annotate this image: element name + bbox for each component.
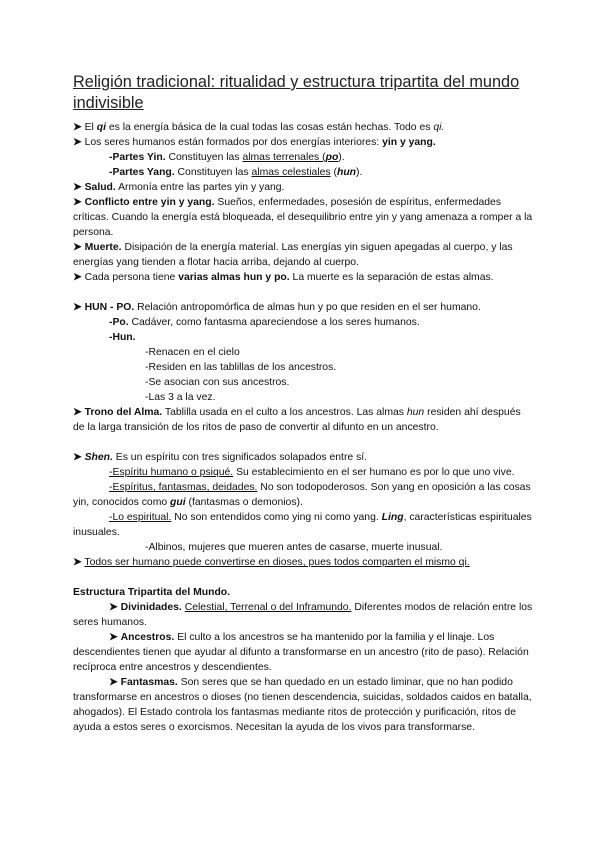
bullet-arrow-icon: ➤ <box>73 122 82 133</box>
document-body <box>73 120 533 735</box>
item-espiritu-humano: -Espíritu humano o psiqué. Su establecimiento en el ser humano es por lo que uno vive. <box>109 467 515 478</box>
paragraph-divinidades: ➤ Divinidades. Celestial, Terrenal o del Inframundo. Diferentes modos de relación entre los seres humanos. <box>73 602 533 628</box>
hun-list-item: -Residen en las tablillas de los ancestros. <box>145 362 337 373</box>
paragraph-salud: ➤ Salud. Armonía entre las partes yin y yang. <box>73 182 285 193</box>
paragraph-fantasmas: ➤ Fantasmas. Son seres que se han quedado en un estado liminar, que no han podido transformarse en ancestros o dioses (no tienen descendencia, suicidas, soldados caidos en batalla, ahogados). El Estado controla los fantasmas mediante ritos de protección y purificación, ritos de ayuda a estos seres o exorcismos. Necesitan la ayuda de los vivos para transformarse. <box>73 677 532 733</box>
bullet-arrow-icon: ➤ <box>109 632 118 643</box>
hun-list-item: -Se asocian con sus ancestros. <box>145 377 290 388</box>
section-heading: Estructura Tripartita del Mundo. <box>73 587 231 598</box>
bullet-arrow-icon: ➤ <box>73 137 82 148</box>
paragraph-energias: ➤ Los seres humanos están formados por dos energías interiores: yin y yang. <box>73 137 436 148</box>
bullet-arrow-icon: ➤ <box>73 242 82 253</box>
paragraph-qi: ➤ El qi es la energía básica de la cual todas las cosas están hechas. Todo es qi. <box>73 122 445 133</box>
item-lo-espiritual: -Lo espiritual. No son entendidos como ying ni como yang. Ling, características espirituales inusuales. <box>73 512 532 538</box>
paragraph-muerte: ➤ Muerte. Disipación de la energía material. Las energías yin siguen apegadas al cuerpo, y las energías yang tienden a flotar hacia arriba, dejando al cuerpo. <box>73 242 513 268</box>
item-po: -Po. Cadáver, como fantasma apareciendose a los seres humanos. <box>109 317 420 328</box>
bullet-arrow-icon: ➤ <box>73 197 82 208</box>
paragraph-todos: ➤ Todos ser humano puede convertirse en dioses, pues todos comparten el mismo qi. <box>73 557 470 568</box>
item-partes-yang: -Partes Yang. Constituyen las almas celestiales (hun). <box>109 167 363 178</box>
bullet-arrow-icon: ➤ <box>73 182 82 193</box>
paragraph-ancestros: ➤ Ancestros. El culto a los ancestros se ha mantenido por la familia y el linaje. Los descendientes tienen que ayudar al difunto a transformarse en un ancestro (rito de paso). Relación recíproca entre ancestros y descendientes. <box>73 632 529 673</box>
bullet-arrow-icon: ➤ <box>73 302 82 313</box>
bullet-arrow-icon: ➤ <box>73 272 82 283</box>
bullet-arrow-icon: ➤ <box>73 557 82 568</box>
bullet-arrow-icon: ➤ <box>73 452 82 463</box>
bullet-arrow-icon: ➤ <box>109 677 118 688</box>
hun-list-item: -Las 3 a la vez. <box>145 392 216 403</box>
bullet-arrow-icon: ➤ <box>109 602 118 613</box>
paragraph-hun-po: ➤ HUN - PO. Relación antropomórfica de almas hun y po que residen en el ser humano. <box>73 302 481 313</box>
item-espiritus: -Espíritus, fantasmas, deidades. No son todopoderosos. Son yang en oposición a las cosas yin, conocidos como gui (fantasmas o demonios). <box>73 482 531 508</box>
paragraph-almas: ➤ Cada persona tiene varias almas hun y po. La muerte es la separación de estas almas. <box>73 272 494 283</box>
item-partes-yin: -Partes Yin. Constituyen las almas terrenales (po). <box>109 152 345 163</box>
document-title: Religión tradicional: ritualidad y estructura tripartita del mundo indivisible <box>73 73 520 112</box>
bullet-arrow-icon: ➤ <box>73 407 82 418</box>
item-hun: -Hun. <box>109 332 136 343</box>
paragraph-trono: ➤ Trono del Alma. Tablilla usada en el culto a los ancestros. Las almas hun residen ahí después de la larga transición de los ritos de paso de convertir al difunto en un ancestro. <box>73 407 521 433</box>
paragraph-shen: ➤ Shen. Es un espíritu con tres significados solapados entre sí. <box>73 452 368 463</box>
paragraph-conflicto: ➤ Conflicto entre yin y yang. Sueños, enfermedades, posesión de espíritus, enfermedades críticas. Cuando la energía está bloqueada, el desequilibrio entre yin y yang amenaza a romper a la persona. <box>73 197 533 238</box>
item-albinos: -Albinos, mujeres que mueren antes de casarse, muerte inusual. <box>145 542 443 553</box>
hun-list-item: -Renacen en el cielo <box>145 347 240 358</box>
